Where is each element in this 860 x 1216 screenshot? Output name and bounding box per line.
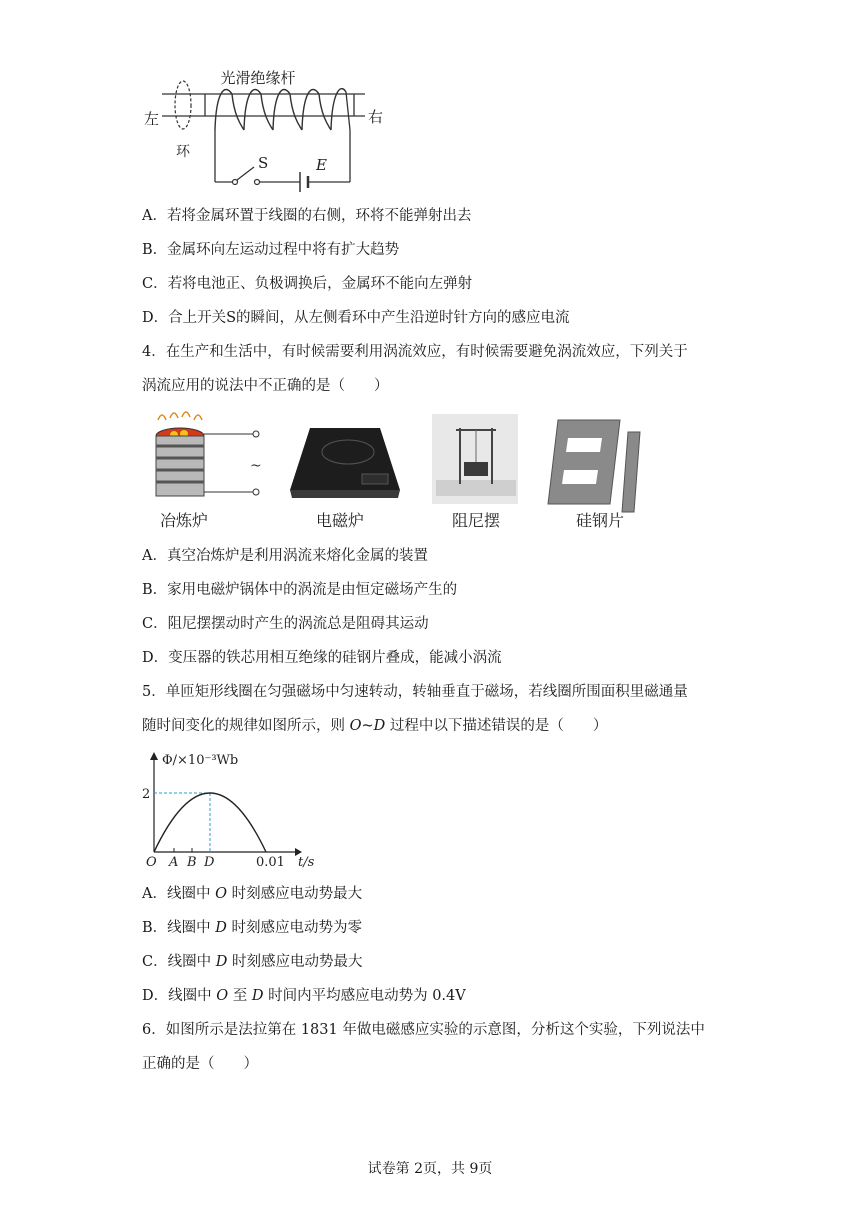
x-axis-label: t/s bbox=[298, 855, 315, 868]
q4-stem-line2: 涡流应用的说法中不正确的是（ ） bbox=[142, 378, 389, 394]
furnace-image bbox=[156, 412, 262, 496]
q5-option-b: B．线圈中 D 时刻感应电动势为零 bbox=[142, 920, 363, 936]
right-label: 右 bbox=[368, 108, 384, 126]
coil-ring-diagram bbox=[140, 64, 400, 194]
q4-option-c: C．阻尼摆摆动时产生的涡流总是阻碍其运动 bbox=[142, 616, 429, 632]
y-axis-label: Φ/×10⁻³Wb bbox=[162, 753, 239, 768]
rod-label: 光滑绝缘杆 bbox=[220, 69, 296, 87]
image-label-steel: 硅钢片 bbox=[575, 511, 625, 530]
induction-cooker-image bbox=[290, 428, 400, 498]
switch-label: S bbox=[258, 154, 269, 172]
q3-option-c: C．若将电池正、负极调换后，金属环不能向左弹射 bbox=[142, 276, 473, 292]
damping-pendulum-image bbox=[432, 414, 518, 504]
flux-time-graph bbox=[140, 748, 330, 868]
q5-option-c: C．线圈中 D 时刻感应电动势最大 bbox=[142, 954, 363, 970]
image-label-cooker: 电磁炉 bbox=[315, 511, 365, 530]
q4-option-a: A．真空冶炼炉是利用涡流来熔化金属的装置 bbox=[142, 548, 428, 564]
y-tick-2: 2 bbox=[142, 787, 151, 802]
ring-label: 环 bbox=[176, 144, 190, 160]
q4-stem-line1: 4．在生产和生活中，有时候需要利用涡流效应，有时候需要避免涡流效应，下列关于 bbox=[142, 344, 688, 360]
ac-symbol: ~ bbox=[250, 458, 262, 474]
x-tick-a: A bbox=[169, 855, 179, 868]
q4-option-d: D．变压器的铁芯用相互绝缘的硅钢片叠成，能减小涡流 bbox=[142, 650, 502, 666]
eddy-current-images bbox=[140, 408, 660, 534]
q5-stem-line2: 随时间变化的规律如图所示，则 O~D 过程中以下描述错误的是（ ） bbox=[142, 718, 608, 734]
x-tick-o: O bbox=[146, 855, 157, 868]
x-tick-d: D bbox=[204, 855, 215, 868]
q4-option-b: B．家用电磁炉锅体中的涡流是由恒定磁场产生的 bbox=[142, 582, 458, 598]
page-footer: 试卷第 2页，共 9页 bbox=[367, 1161, 493, 1177]
left-label: 左 bbox=[144, 110, 160, 128]
q5-stem-line1: 5．单匝矩形线圈在匀强磁场中匀速转动，转轴垂直于磁场，若线圈所围面积里磁通量 bbox=[142, 684, 688, 700]
image-label-pendulum: 阻尼摆 bbox=[451, 511, 501, 530]
x-tick-001: 0.01 bbox=[256, 855, 285, 868]
battery-label: E bbox=[316, 156, 327, 174]
coil bbox=[215, 89, 346, 130]
q6-stem-line2: 正确的是（ ） bbox=[142, 1056, 258, 1072]
q5-option-a: A．线圈中 O 时刻感应电动势最大 bbox=[142, 886, 363, 902]
image-label-furnace: 冶炼炉 bbox=[159, 511, 209, 530]
q3-option-a: A．若将金属环置于线圈的右侧，环将不能弹射出去 bbox=[142, 208, 472, 224]
silicon-steel-image bbox=[548, 420, 640, 512]
switch bbox=[237, 167, 254, 180]
x-tick-b: B bbox=[187, 855, 197, 868]
q5-option-d: D．线圈中 O 至 D 时间内平均感应电动势为 0.4V bbox=[142, 988, 466, 1004]
q6-stem-line1: 6．如图所示是法拉第在 1831 年做电磁感应实验的示意图，分析这个实验，下列说法中 bbox=[142, 1022, 705, 1038]
q3-option-d: D．合上开关S的瞬间，从左侧看环中产生沿逆时针方向的感应电流 bbox=[142, 310, 570, 326]
q3-option-b: B．金属环向左运动过程中将有扩大趋势 bbox=[142, 242, 400, 258]
metal-ring bbox=[175, 81, 191, 129]
